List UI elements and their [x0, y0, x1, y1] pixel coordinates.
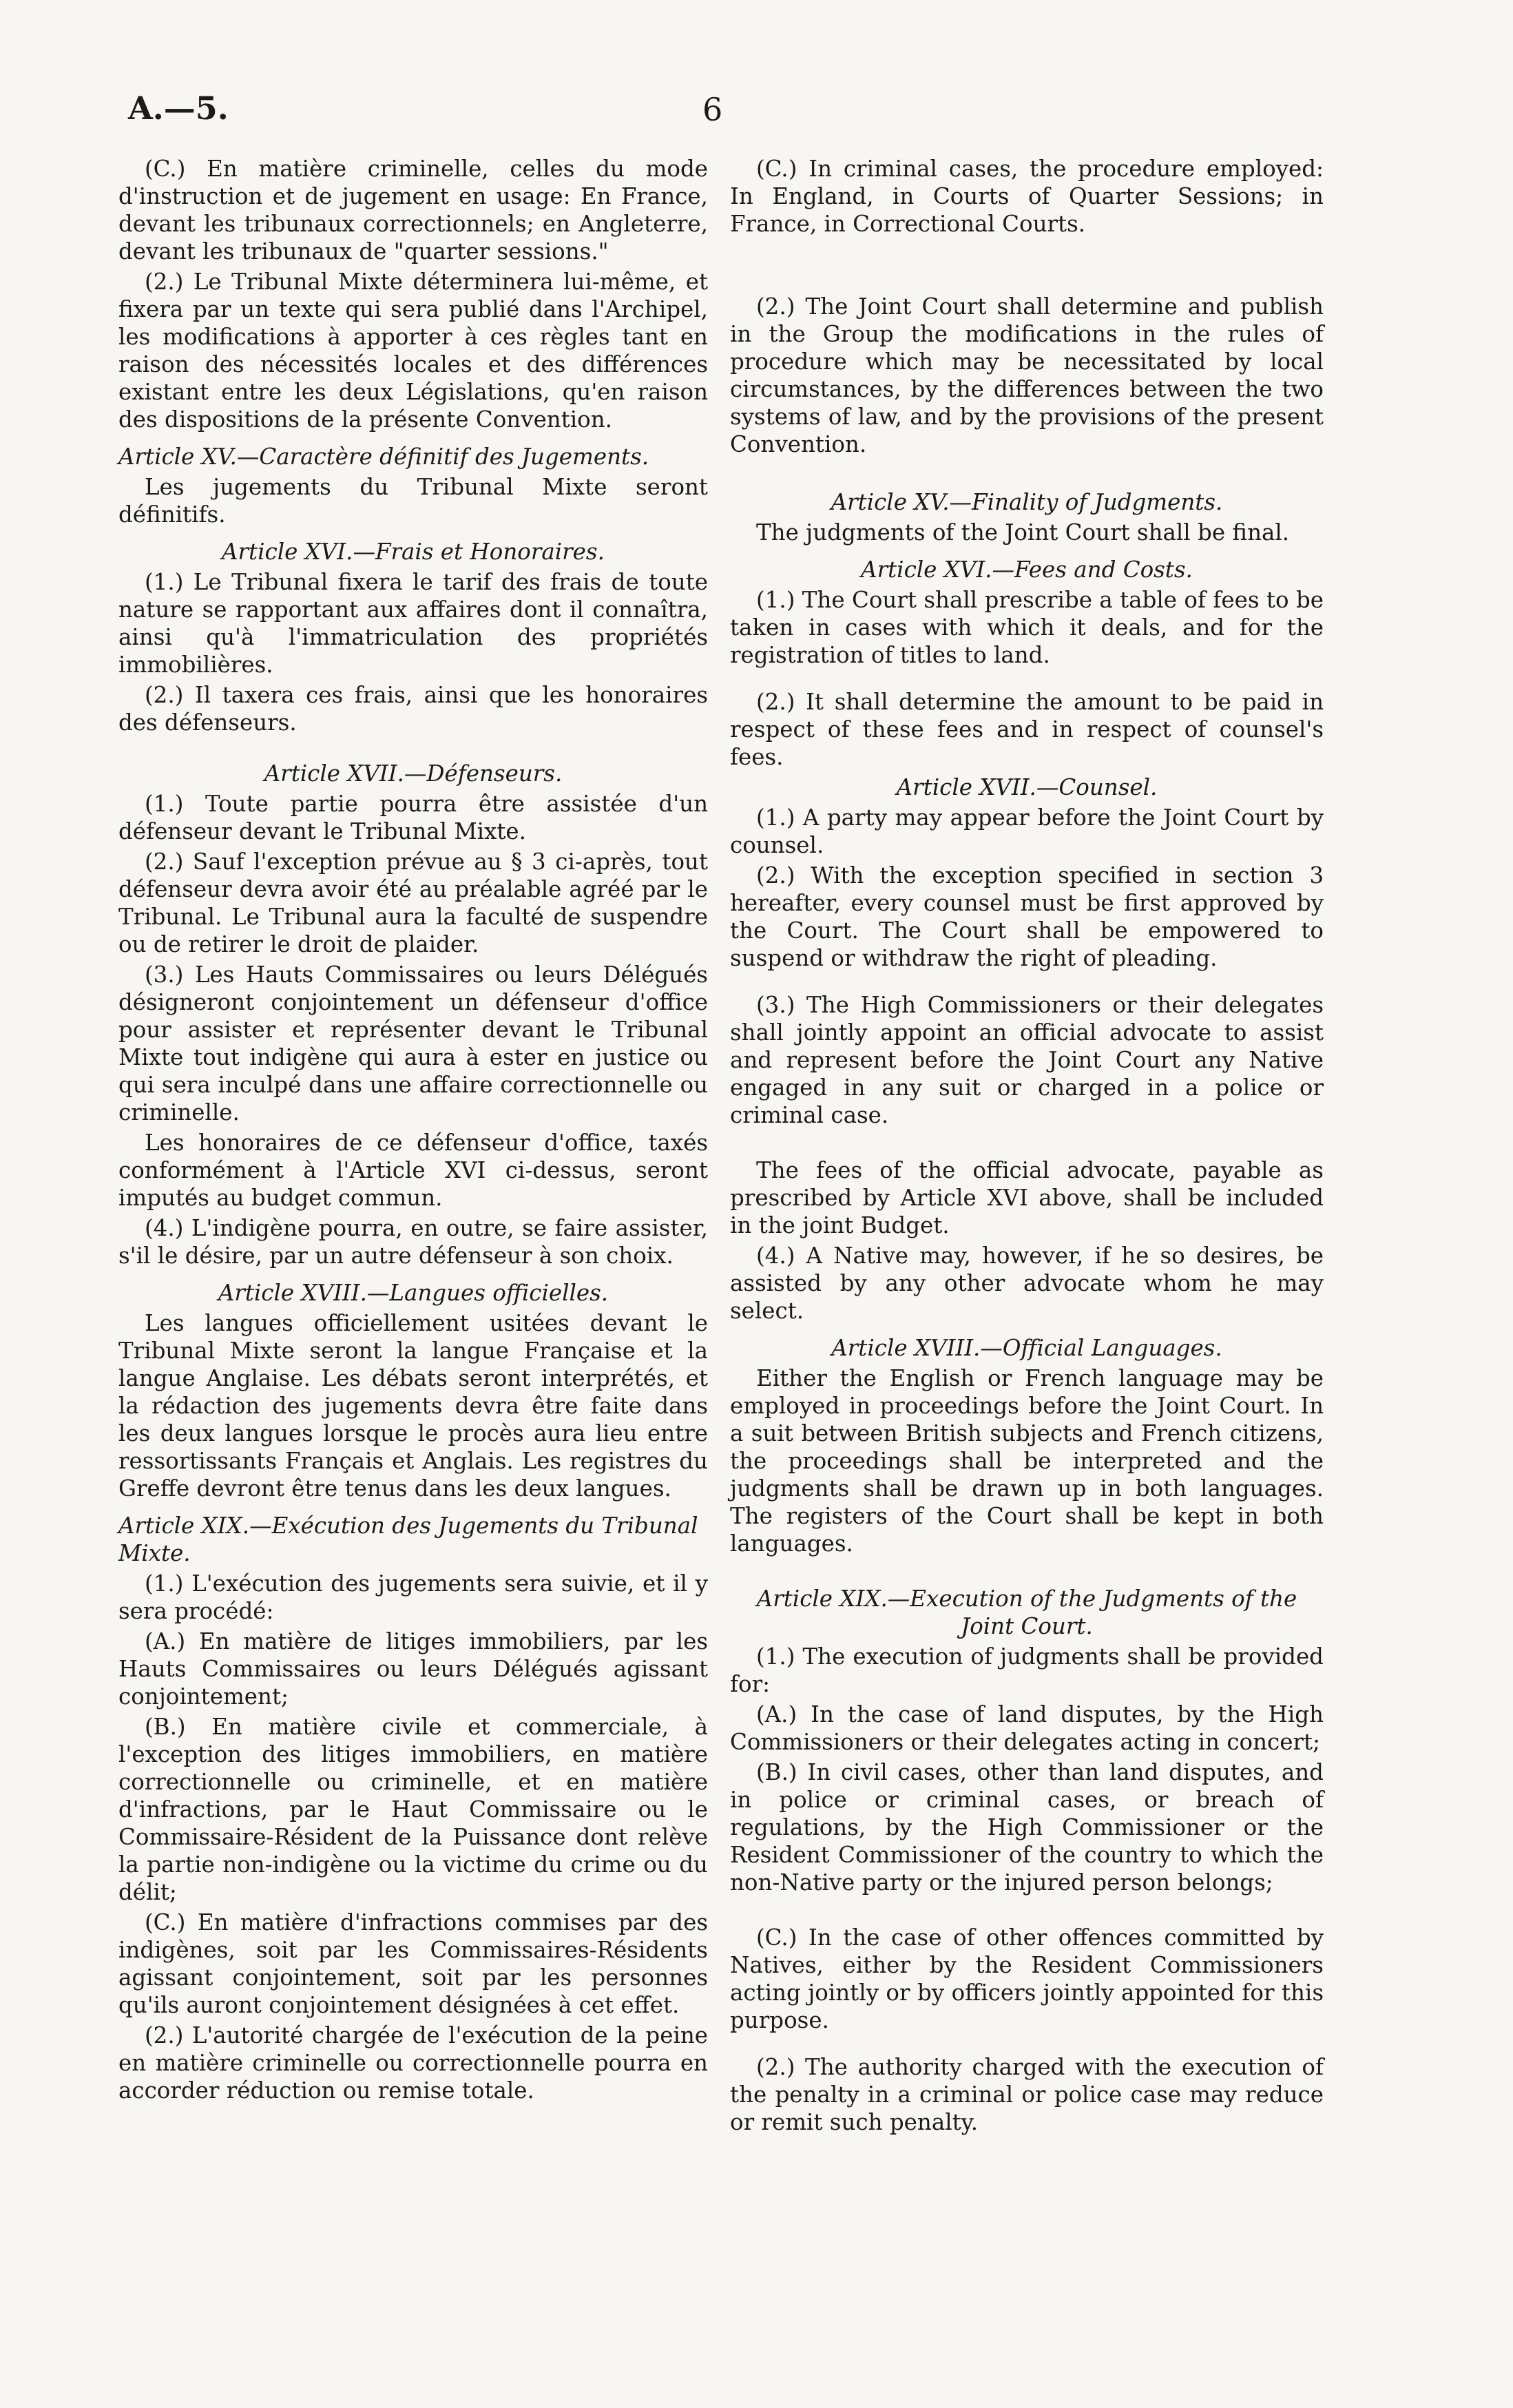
paragraph: Les honoraires de ce défenseur d'office, taxés conformément à l'Article XVI ci-dessus, seront imputés au budget commun.	[118, 1130, 708, 1211]
paragraph: (B.) En matière civile et commerciale, à l'exception des litiges immobiliers, en matière correctionnelle ou criminelle, et en matière d'infractions, par le Haut Commissaire ou le Commissaire-Résident de la Puissance dont relève la partie non-indigène ou la victime du crime ou du délit;	[118, 1714, 708, 1905]
paragraph: (4.) L'indigène pourra, en outre, se faire assister, s'il le désire, par un autre défenseur à son choix.	[118, 1215, 708, 1269]
paragraph: (1.) Le Tribunal fixera le tarif des frais de toute nature se rapportant aux affaires dont il connaîtra, ainsi qu'à l'immatriculation des propriétés immobilières.	[118, 569, 708, 678]
paragraph: (C.) In the case of other offences committed by Natives, either by the Resident Commissioners acting jointly or by officers jointly appointed for this purpose.	[730, 1924, 1324, 2033]
paragraph: The fees of the official advocate, payable as prescribed by Article XVI above, shall be included in the joint Budget.	[730, 1157, 1324, 1238]
paragraph: (1.) The execution of judgments shall be provided for:	[730, 1643, 1324, 1697]
paragraph: (C.) En matière criminelle, celles du mode d'instruction et de jugement en usage: En France, devant les tribunaux correctionnels; en Angleterre, devant les tribunaux de "quarter sessions."	[118, 156, 708, 264]
paragraph: (2.) Il taxera ces frais, ainsi que les honoraires des défenseurs.	[118, 682, 708, 736]
paragraph: (1.) A party may appear before the Joint Court by counsel.	[730, 805, 1324, 858]
paragraph: (2.) With the exception specified in section 3 hereafter, every counsel must be first approved by the Court. The Court shall be empowered to suspend or withdraw the right of pleading.	[730, 862, 1324, 971]
paragraph: Either the English or French language may be employed in proceedings before the Joint Court. In a suit between British subjects and French citizens, the proceedings shall be interpreted and the judgments shall be drawn up in both languages. The registers of the Court shall be kept in both languages.	[730, 1365, 1324, 1557]
paragraph: (3.) The High Commissioners or their delegates shall jointly appoint an official advocate to assist and represent before the Joint Court any Native engaged in any suit or charged in a police or criminal case.	[730, 992, 1324, 1128]
article-heading: Article XVI.—Fees and Costs.	[861, 557, 1193, 583]
article-heading: Article XVIII.—Official Languages.	[831, 1335, 1222, 1361]
paragraph: (1.) Toute partie pourra être assistée d'un défenseur devant le Tribunal Mixte.	[118, 791, 708, 844]
paragraph: The judgments of the Joint Court shall be final.	[756, 519, 1290, 546]
article-heading: Article XIX.—Execution of the Judgments of the Joint Court.	[756, 1586, 1297, 1639]
paragraph: (1.) The Court shall prescribe a table of fees to be taken in cases with which it deals, and for the registration of titles to land.	[730, 587, 1324, 668]
article-heading: Article XIX.—Exécution des Jugements du Tribunal Mixte.	[118, 1513, 698, 1566]
paragraph: (2.) Le Tribunal Mixte déterminera lui-même, et fixera par un texte qui sera publié dans l'Archipel, les modifications à apporter à ces règles tant en raison des nécessités locales et des différences existant entre les deux Législations, qu'en raison des dispositions de la présente Convention.	[118, 269, 708, 433]
paragraph: (2.) The authority charged with the execution of the penalty in a criminal or police case may reduce or remit such penalty.	[730, 2054, 1324, 2135]
page-number: 6	[702, 91, 723, 128]
document-reference: A.—5.	[128, 90, 229, 127]
paragraph: (2.) Sauf l'exception prévue au § 3 ci-après, tout défenseur devra avoir été au préalable agréé par le Tribunal. Le Tribunal aura la faculté de suspendre ou de retirer le droit de plaider.	[118, 849, 708, 957]
paragraph: Les jugements du Tribunal Mixte seront définitifs.	[118, 474, 708, 528]
article-heading: Article XVIII.—Langues officielles.	[218, 1280, 609, 1306]
article-heading: Article XV.—Caractère définitif des Jugements.	[118, 444, 649, 470]
article-heading: Article XVI.—Frais et Honoraires.	[222, 539, 605, 565]
paragraph: (C.) En matière d'infractions commises par des indigènes, soit par les Commissaires-Résidents agissant conjointement, soit par les personnes qu'ils auront conjointement désignées à cet effet.	[118, 1909, 708, 2018]
paragraph: (2.) L'autorité chargée de l'exécution de la peine en matière criminelle ou correctionnelle pourra en accorder réduction ou remise totale.	[118, 2022, 708, 2104]
paragraph: (2.) The Joint Court shall determine and publish in the Group the modifications in the rules of procedure which may be necessitated by local circumstances, by the differences between the two systems of law, and by the provisions of the present Convention.	[730, 293, 1324, 457]
page-header	[0, 0, 1513, 138]
paragraph: (3.) Les Hauts Commissaires ou leurs Délégués désigneront conjointement un défenseur d'office pour assister et représenter devant le Tribunal Mixte tout indigène qui aura à ester en justice ou qui sera inculpé dans une affaire correctionnelle ou criminelle.	[118, 962, 708, 1125]
article-heading: Article XVII.—Counsel.	[896, 774, 1158, 800]
paragraph: (2.) It shall determine the amount to be paid in respect of these fees and in respect of counsel's fees.	[730, 689, 1324, 770]
article-heading: Article XVII.—Défenseurs.	[264, 760, 563, 787]
paragraph: (A.) En matière de litiges immobiliers, par les Hauts Commissaires ou leurs Délégués agissant conjointement;	[118, 1628, 708, 1710]
paragraph: Les langues officiellement usitées devant le Tribunal Mixte seront la langue Française et la langue Anglaise. Les débats seront interprétés, et la rédaction des jugements devra être faite dans les deux langues lorsque le procès aura lieu entre ressortissants Français et Anglais. Les registres du Greffe devront être tenus dans les deux langues.	[118, 1310, 708, 1502]
paragraph: (C.) In criminal cases, the procedure employed: In England, in Courts of Quarter Sessions; in France, in Correctional Courts.	[730, 156, 1324, 237]
paragraph: (B.) In civil cases, other than land disputes, and in police or criminal cases, or breach of regulations, by the High Commissioner or the Resident Commissioner of the country to which the non-Native party or the injured person belongs;	[730, 1759, 1324, 1896]
french-column	[118, 155, 708, 2107]
english-column	[730, 155, 1324, 2139]
paragraph: (1.) L'exécution des jugements sera suivie, et il y sera procédé:	[118, 1570, 708, 1624]
paragraph: (4.) A Native may, however, if he so desires, be assisted by any other advocate whom he may select.	[730, 1243, 1324, 1324]
article-heading: Article XV.—Finality of Judgments.	[831, 489, 1223, 515]
paragraph: (A.) In the case of land disputes, by the High Commissioners or their delegates acting in concert;	[730, 1701, 1324, 1755]
